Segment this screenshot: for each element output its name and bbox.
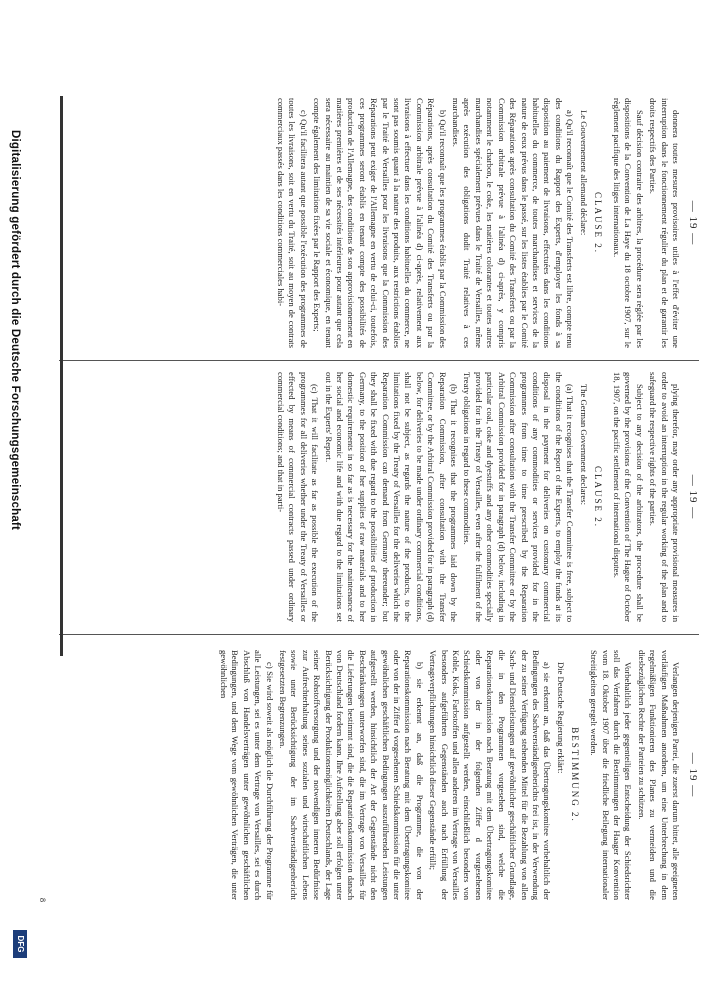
paragraph: Die Deutsche Regierung erklärt: <box>555 662 566 774</box>
paragraph: Le Gouvernement allemand déclare: <box>578 110 589 236</box>
paragraph: Vorbehaltlich jeder gegenteiligen Entscheidung der Schiedsrichter soll das Verfahren durch die Bestimmungen der Haager Konvention vom 18. Oktober 1907 über die friedliche Beilegung internationaler Streitigkeiten geregelt werden. <box>589 650 634 900</box>
paragraph: plying therefor, may order any appropriate provisional measures in order to avoid an interruption in the regular working of the plan and to safeguard the respective rights of the parties. <box>648 372 681 622</box>
paragraph: (a) That it recognises that the Transfer Committee is free, subject to the conditions of the Report of the Experts, to employ the funds at its disposal in the payment for deliveries on customary commercial conditions of any commodities or services provided for in the programmes from time to time prescribed by the Reparation Commission after consultation with the Transfer Committee or by the Arbitral Commission provided for in paragraph (d) below, including in particular coal, coke and dyestuffs and any other commodities specially provided for in the Treaty of Versailles, even after the fulfilment of the Treaty obligations in regard to these commodities. <box>462 372 576 622</box>
paragraph: Sauf décision contraire des arbitres, la procédure sera réglée par les dispositions de la Convention de La Haye du 18 octobre 1907, sur le règlement pacifique des litiges internationaux. <box>611 98 645 348</box>
paragraph: a) Qu'il reconnaît que le Comité des Transferts est libre, compte tenu des conditions du Rapport des Experts, d'employer les fonds à sa disposition au paiement de livraisons, effectuées dans les conditions habituelles du commerce, de toutes marchandises et services de la nature de ceux prévus dans le passé, sur les listes établies par le Comité des Réparations après consultation du Comité des Transferts ou par la Commission arbitrale prévue à l'alinéa d) ci-après, y compris notamment le charbon, le coke, les matières colorantes et toutes autres marchandises spécialement prévues dans le Traité de Versailles, même après exécution des obligations dudit Traité relatives à ces marchandises. <box>451 98 576 348</box>
clause-heading: CLAUSE 2. <box>592 191 603 254</box>
paragraph: (c) That it will facilitate as far as possible the execution of the programmes for all deliveries whether under the Treaty of Versailles or effected by means of commercial contracts passed under ordinary commercial conditions; and that in parti- <box>276 372 321 622</box>
column-divider <box>59 360 699 361</box>
paragraph: Verlangen derjenigen Partei, die zuerst darum bittet, alle geeigneten vorläufigen Maßnahmen anordnen, um eine Unterbrechung in dem regelmäßigen Funktionieren des Planes zu vermeiden und die diesbezüglichen Rechte der Parteien zu schützen. <box>636 650 681 900</box>
paragraph: c) Sie wird soweit als möglich die Durchführung der Programme für alle Leistungen, sei es unter dem Vertrage von Versailles, sei es durch Abschluß von Handelsverträgen unter gewöhnlichen geschäftlichen Bedingungen, und dem Wege vom gewöhnlichen Verträgen, die unter gewöhnlichen <box>218 650 275 900</box>
clause-heading: CLAUSE 2. <box>592 465 603 528</box>
paragraph: c) Qu'il facilitera autant que possible l'exécution des programmes de toutes les livraisons, soit en vertu du Traité, soit au moyen de contrats commerciaux passés dans les conditions commerciales habi- <box>276 98 309 348</box>
paragraph: The German Government declares: <box>578 384 589 505</box>
column-divider <box>59 634 699 635</box>
page-number: — 19 — <box>687 200 699 246</box>
digitization-watermark: Digitalisierung gefördert durch die Deutsche Forschungsgemeinschaft <box>9 130 21 530</box>
german-column <box>29 650 699 900</box>
paragraph: Subject to any decision of the arbitrators, the procedure shall be governed by the provisions of the Convention of The Hague of October 18, 1907, on the pacific settlement of international disputes. <box>611 372 645 622</box>
paragraph: donnera toutes mesures provisoires utiles à l'effet d'éviter une interruption dans le fonctionnement régulier du plan et de garantir les droits respectifs des Parties. <box>648 98 681 348</box>
paragraph: a) sie erkennt an, daß das Übertragungskomitee vorbehaltlich der Bedingungen des Sachverständigenberichts frei ist, in der Verwendung der zu seiner Verfügung stehenden Mittel für die Bezahlung von allen Sach- und Dienstleistungen auf gewöhnlicher geschäftlicher Grundlage, die in den Programmen vorgesehen sind, welche die Reparationskommission nach Beratung mit dem Übertragungskomitee oder von der in der folgenden Ziffer d vorgesehenen Schiedskommission aufgestellt werden, einschließlich besonders von Kohle, Koks, Farbstoffen und allen anderen im Vertrage von Versailles besonders aufgeführten Gegenständen auch nach Erfüllung der Vertragsverpflichtungen hinsichtlich dieser Gegenstände erfüllt; <box>428 650 553 900</box>
french-column <box>29 98 699 348</box>
page-number: — 19 — <box>687 474 699 520</box>
english-column <box>29 372 699 622</box>
clause-heading: BESTIMMUNG 2. <box>569 727 580 823</box>
paragraph: (b) That it recognises that the programmes laid down by the Reparation Commission, after consultation with the Transfer Committee, or by the Arbitral Commission provided for in paragraph (d) below, for deliveries to be made under ordinary commercial conditions, shall not be subject, as regards the nature of the products, to the limitations fixed by the Treaty of Versailles for the deliveries which the Reparation Commission can demand from Germany thereunder; but they shall be fixed with due regard to the possibilities of production in Germany, to the position of her supplies of raw materials and to her domestic requirements in so far as is necessary for the maintenance of her social and economic life and with due regard to the limitations set out in the Experts' Report. <box>323 372 460 622</box>
paragraph: b) sie erkennt an, daß die Programme, die von der Reparationskommission nach Beratung mit dem Übertragungskomitee oder von der in Ziffer d vorgesehenen Schiedskommission für die unter gewöhnlichen geschäftlichen Bedingungen auszuführenden Leistungen aufgestellt werden, hinsichtlich der Art der Gegenstände nicht den Beschränkungen unterworfen sind, die im Vertrage von Versailles für die Lieferungen bestimmt sind, die die Reparationskommission danach von Deutschland fordern kann. Ihre Aufstellung aber soll erfolgen unter Berücksichtigung der Produktionsmöglichkeiten Deutschlands, der Lage seiner Rohstoffversorgung und der notwendigen inneren Bedürfnisse zur Aufrechterhaltung seines sozialen und wirtschaftlichen Lebens sowie unter Berücksichtigung der im Sachverständigenbericht festgesetzten Begrenzungen. <box>278 650 425 900</box>
page-number: — 19 — <box>687 752 699 798</box>
paragraph: b) Qu'il reconnaît que les programmes établis par la Commission des Réparations, après consultation du Comité des Transferts ou par la Commission arbitrale prévue à l'alinéa d) ci-après, relativement aux livraisons à effectuer dans les conditions habituelles du commerce, ne sont pas soumis quant à la nature des produits, aux restrictions établies par le Traité de Versailles pour les livraisons que la Commission des Réparations peut exiger de l'Allemagne en vertu de celui-ci, toutefois, ces programmes seront établis en tenant compte des possibilités de production de l'Allemagne, des conditions de son approvisionnement en matières premières et de ses nécessités intérieures pour autant que cela sera nécessaire au maintien de sa vie sociale et économique, en tenant compte également des limitations fixées par le Rapport des Experts; <box>312 98 448 348</box>
dfg-logo-icon: DFG <box>13 930 27 958</box>
margin-page-number: 8 <box>38 898 47 902</box>
